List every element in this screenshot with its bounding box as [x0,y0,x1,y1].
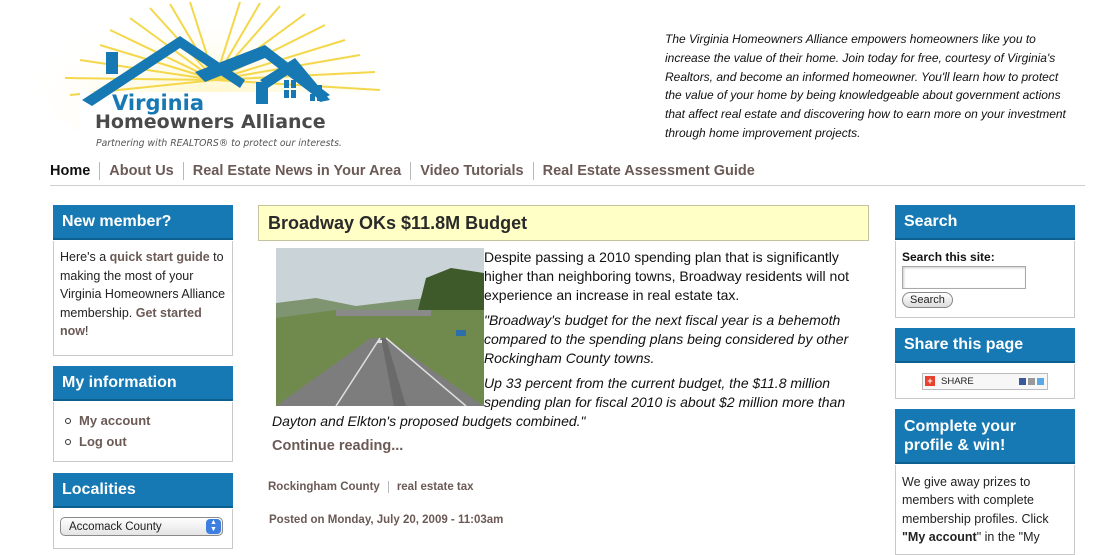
header-intro-text: The Virginia Homeowners Alliance empowers homeowners like you to increase the value of their home. Join today for free, courtesy of Virginia's Realtors, and become an informed homeowner. You'll learn how to protect the value of your home by being knowledgeable about government actions that affect real estate and discovering how to earn more on your investment through home improvement projects. [665,32,1066,140]
search-block [895,241,1075,318]
facebook-icon [1019,378,1026,385]
article-title[interactable]: Broadway OKs $11.8M Budget [258,205,869,241]
nav-about-us[interactable]: About Us [100,162,183,180]
logo-house-sun-graphic [40,0,390,152]
quick-start-guide-link[interactable]: quick start guide [109,250,210,264]
new-member-text-a: Here's a [60,250,110,264]
site-logo[interactable] [40,0,390,152]
posted-date: Posted on Monday, July 20, 2009 - 11:03am [269,514,504,526]
get-started-link[interactable]: Get started now [60,305,202,338]
localities-heading: Localities [53,473,233,508]
select-arrows-icon: ▲ ▼ [206,519,221,534]
nav-assessment-guide[interactable]: Real Estate Assessment Guide [542,163,755,179]
image-float-spacer [272,248,484,406]
profile-text-b: " in the "My [976,529,1040,544]
continue-reading-link[interactable]: Continue reading... [272,438,404,454]
nav-video-tutorials[interactable]: Video Tutorials [411,162,533,180]
bookmark-icon [1037,378,1044,385]
email-icon [1028,378,1035,385]
article-tags [268,481,482,493]
log-out-link[interactable]: Log out [79,431,232,452]
logo-line1: Virginia [112,91,204,115]
logo-line3: Partnering with REALTORS® to protect our interests. [96,138,342,149]
profile-block [895,465,1075,555]
search-heading: Search [895,205,1075,240]
nav-divider [50,185,1085,186]
search-button[interactable]: Search [902,292,953,308]
share-button[interactable] [922,373,1048,390]
profile-text-a: We give away prizes to members with complete membership profiles. Click [902,475,1049,526]
nav-real-estate-news[interactable]: Real Estate News in Your Area [184,162,411,180]
tag-real-estate-tax[interactable]: real estate tax [396,481,474,493]
share-button-label: SHARE [941,375,974,387]
new-member-text-b: to making the most of your Virginia Homeowners Alliance membership. [60,250,226,320]
logo-line2: Homeowners Alliance [95,111,326,133]
article-paragraph-1: Despite passing a 2010 spending plan that is significantly higher than neighboring towns, Broadway residents will not experience an increase in real estate tax. [484,249,849,303]
profile-heading: Complete your profile & win! [895,409,1075,464]
profile-my-account-link[interactable]: "My account [902,529,977,544]
main-nav [50,160,764,182]
share-block [895,364,1075,399]
my-account-link[interactable]: My account [79,410,232,431]
article-paragraph-3: Up 33 percent from the current budget, the $11.8 million spending plan for fiscal 2010 is about $2 million more than Dayton and Elkton's proposed budgets combined." [272,375,846,429]
locality-select[interactable] [60,517,223,536]
new-member-text-c: ! [85,324,89,338]
localities-block [53,509,233,549]
new-member-heading: New member? [53,205,233,240]
search-label: Search this site: [902,250,995,264]
my-information-heading: My information [53,366,233,401]
social-icons [1019,378,1047,385]
locality-selected-value: Accomack County [69,520,162,533]
my-information-block [53,402,233,462]
share-heading: Share this page [895,328,1075,363]
tag-rockingham-county[interactable]: Rockingham County [268,481,389,493]
plus-icon: + [925,376,935,386]
article-body [272,248,872,437]
search-input[interactable] [902,266,1026,289]
article-paragraph-2: "Broadway's budget for the next fiscal year is a behemoth compared to the spending plans being considered by other Rockingham County towns. [484,312,849,366]
new-member-block [53,241,233,356]
nav-home[interactable]: Home [50,162,100,180]
